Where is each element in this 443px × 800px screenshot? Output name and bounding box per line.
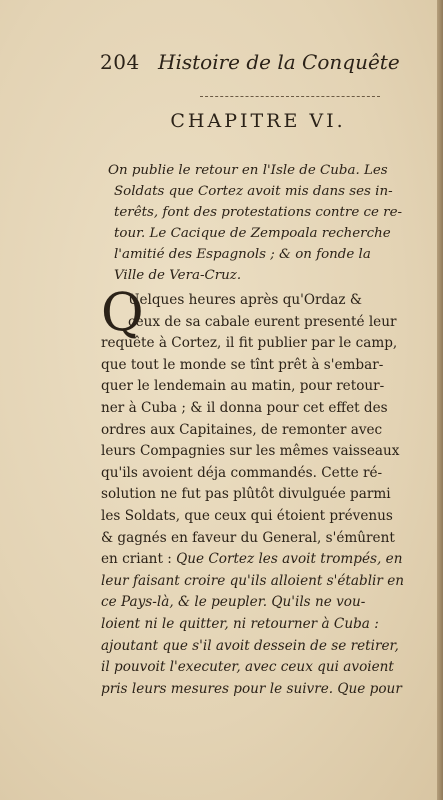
body-line-text: solution ne fut pas plûtôt divulguée parmi: [101, 486, 391, 503]
body-line: [101, 376, 436, 398]
body-line: [101, 614, 436, 636]
body-line-text: requête à Cortez, il fit publier par le camp,: [101, 335, 398, 352]
body-line: [101, 333, 436, 355]
body-line-text: Uelques heures après qu'Ordaz &: [128, 292, 362, 308]
body-line-italic-text: ajoutant que s'il avoit dessein de se retirer,: [101, 637, 399, 654]
body-line: [101, 484, 436, 506]
summary-line: Ville de Vera-Cruz.: [114, 268, 242, 283]
chapter-title: CHAPITRE VI.: [170, 110, 346, 132]
body-line: [101, 355, 436, 377]
chapter-summary: [108, 160, 439, 286]
body-line-italic-text: il pouvoit l'executer, avec ceux qui avoient: [101, 659, 394, 676]
body-line: [101, 290, 436, 312]
body-line-text: qu'ils avoient déja commandés. Cette ré-: [101, 464, 383, 481]
summary-line: On publie le retour en l'Isle de Cuba. Les: [108, 163, 388, 178]
body-line-text: ordres aux Capitaines, de remonter avec: [101, 421, 383, 438]
body-line: [101, 571, 436, 593]
body-line-italic-text: loient ni le quitter, ni retourner à Cuba :: [101, 615, 379, 632]
body-line-text: leurs Compagnies sur les mêmes vaisseaux: [101, 443, 400, 460]
body-line: [101, 463, 436, 485]
body-line-italic-text: pris leurs mesures pour le suivre. Que pour: [101, 680, 402, 697]
body-line-text: que tout le monde se tînt prêt à s'embar-: [101, 356, 384, 373]
running-title: Histoire de la Conquête: [158, 50, 400, 74]
body-line-text: & gagnés en faveur du General, s'émûrent: [101, 529, 395, 546]
body-line-italic-text: ce Pays-là, & le peupler. Qu'ils ne vou-: [101, 594, 366, 611]
body-line: [101, 441, 436, 463]
body-text: [101, 290, 436, 700]
body-line: [101, 312, 436, 334]
body-line: [101, 657, 436, 679]
body-line-text: les Soldats, que ceux qui étoient prévenus: [101, 507, 393, 524]
page-header: [100, 50, 400, 74]
body-line: [101, 528, 436, 550]
body-line: [101, 549, 436, 571]
page-number: 204: [100, 50, 140, 74]
summary-line: l'amitié des Espagnols ; & on fonde la: [114, 247, 371, 262]
drop-cap: Q: [101, 283, 144, 343]
body-line: [101, 506, 436, 528]
body-line-italic-text: Que Cortez les avoit trompés, en: [176, 551, 403, 568]
body-line-text: en criant :: [101, 551, 177, 568]
body-line: [101, 636, 436, 658]
body-line: [101, 398, 436, 420]
body-line-text: ceux de sa cabale eurent presenté leur: [128, 313, 397, 330]
body-line: [101, 420, 436, 442]
summary-line: tour. Le Cacique de Zempoala recherche: [114, 226, 391, 241]
body-line: [101, 592, 436, 614]
summary-line: Soldats que Cortez avoit mis dans ses in-: [114, 184, 393, 199]
page-edge: [437, 0, 443, 800]
summary-line: terêts, font des protestations contre ce re-: [114, 205, 403, 220]
body-line-text: ner à Cuba ; & il donna pour cet effet des: [101, 399, 388, 416]
body-line-text: quer le lendemain au matin, pour retour-: [101, 378, 385, 395]
body-line: [101, 679, 436, 701]
body-line-italic-text: leur faisant croire qu'ils alloient s'établir en: [101, 572, 405, 589]
ornamental-rule: [200, 96, 380, 97]
